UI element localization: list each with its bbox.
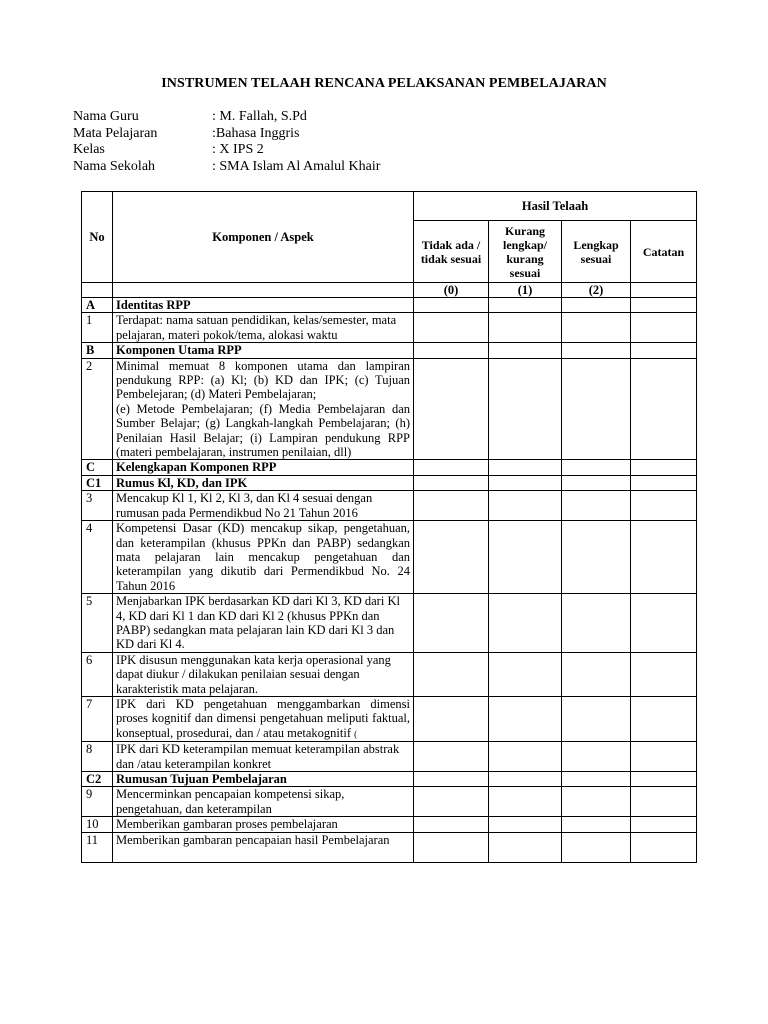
check-cell[interactable] xyxy=(489,491,562,521)
notes-cell[interactable] xyxy=(631,313,697,343)
aspect-text-part: ( xyxy=(354,728,358,739)
table-row xyxy=(82,652,697,696)
check-cell[interactable] xyxy=(489,594,562,653)
score-2: (2) xyxy=(562,283,631,298)
info-row-subject xyxy=(73,126,380,143)
notes-cell[interactable] xyxy=(631,491,697,521)
info-row-teacher xyxy=(73,109,380,126)
header-no: No xyxy=(82,192,113,283)
header-row xyxy=(82,192,697,221)
check-cell[interactable] xyxy=(562,652,631,696)
row-number: 4 xyxy=(82,521,113,594)
row-number: 2 xyxy=(82,358,113,460)
notes-cell[interactable] xyxy=(631,358,697,460)
aspect-text xyxy=(113,696,414,741)
header-component: Komponen / Aspek xyxy=(113,192,414,283)
check-cell[interactable] xyxy=(489,358,562,460)
aspect-text xyxy=(113,358,414,460)
table-row xyxy=(82,696,697,741)
section-title: Identitas RPP xyxy=(113,298,414,313)
table-row xyxy=(82,358,697,460)
notes-cell[interactable] xyxy=(631,652,697,696)
info-row-school xyxy=(73,159,380,176)
notes-cell[interactable] xyxy=(631,817,697,832)
table-row xyxy=(82,594,697,653)
aspect-text: Mencerminkan pencapaian kompetensi sikap, pengetahuan, dan keterampilan xyxy=(113,787,414,817)
check-cell[interactable] xyxy=(562,313,631,343)
row-number: 7 xyxy=(82,696,113,741)
section-row xyxy=(82,475,697,490)
header-notes: Catatan xyxy=(631,221,697,283)
check-cell[interactable] xyxy=(489,832,562,862)
check-cell[interactable] xyxy=(414,594,489,653)
aspect-text-part: (e) Metode Pembelajaran; (f) Media Pembelajaran dan Sumber Belajar; (g) Langkah-langkah Pembelajaran; (h) Penilaian Hasil Belajar; (i) Lampiran pendukung RPP (materi pembelajaran, instrumen penilaian, dll) xyxy=(116,401,410,460)
aspect-text: Terdapat: nama satuan pendidikan, kelas/semester, mata pelajaran, materi pokok/tema, alokasi waktu xyxy=(113,313,414,343)
info-value: : M. Fallah, S.Pd xyxy=(212,109,307,124)
info-value: : X IPS 2 xyxy=(212,142,264,157)
notes-cell[interactable] xyxy=(631,594,697,653)
section-row xyxy=(82,772,697,787)
aspect-text: Memberikan gambaran pencapaian hasil Pembelajaran xyxy=(113,832,414,862)
info-label: Nama Sekolah xyxy=(73,158,156,174)
section-row xyxy=(82,298,697,313)
info-label: Nama Guru xyxy=(73,109,139,124)
row-number: 10 xyxy=(82,817,113,832)
check-cell[interactable] xyxy=(562,787,631,817)
table-row xyxy=(82,491,697,521)
row-number: 1 xyxy=(82,313,113,343)
check-cell[interactable] xyxy=(562,594,631,653)
table-row xyxy=(82,313,697,343)
info-row-class xyxy=(73,142,380,159)
section-title: Rumus Kl, KD, dan IPK xyxy=(113,475,414,490)
info-value: :Bahasa Inggris xyxy=(212,125,300,141)
notes-cell[interactable] xyxy=(631,832,697,862)
header-not-present: Tidak ada / tidak sesuai xyxy=(414,221,489,283)
row-number: 3 xyxy=(82,491,113,521)
section-title: Komponen Utama RPP xyxy=(113,343,414,358)
notes-cell[interactable] xyxy=(631,787,697,817)
row-number: A xyxy=(82,298,113,313)
row-number: C2 xyxy=(82,772,113,787)
aspect-text-part: IPK dari KD pengetahuan menggambarkan dimensi proses kognitif dan dimensi pengetahuan meliputi faktual, konseptual, prosedurai, dan / atau metakognitif xyxy=(116,696,410,740)
check-cell[interactable] xyxy=(489,696,562,741)
info-label: Mata Pelajaran xyxy=(73,125,158,141)
check-cell[interactable] xyxy=(414,358,489,460)
review-table xyxy=(81,191,697,863)
check-cell[interactable] xyxy=(414,832,489,862)
table-row xyxy=(82,742,697,772)
check-cell[interactable] xyxy=(562,696,631,741)
check-cell[interactable] xyxy=(562,521,631,594)
score-1: (1) xyxy=(489,283,562,298)
check-cell[interactable] xyxy=(489,521,562,594)
check-cell[interactable] xyxy=(489,742,562,772)
aspect-text-part: Minimal memuat 8 komponen utama dan lampiran pendukung RPP: (a) Kl; (b) KD dan IPK; (c) Tujuan Pembelejaran; (d) Materi Pembelajaran; xyxy=(116,358,410,402)
section-title: Rumusan Tujuan Pembelajaran xyxy=(113,772,414,787)
check-cell[interactable] xyxy=(414,817,489,832)
check-cell[interactable] xyxy=(489,313,562,343)
row-number: 6 xyxy=(82,652,113,696)
check-cell[interactable] xyxy=(414,313,489,343)
notes-cell[interactable] xyxy=(631,521,697,594)
check-cell[interactable] xyxy=(414,787,489,817)
check-cell[interactable] xyxy=(562,817,631,832)
teacher-info xyxy=(73,109,380,175)
row-number: 5 xyxy=(82,594,113,653)
header-review-result: Hasil Telaah xyxy=(414,192,697,221)
check-cell[interactable] xyxy=(489,787,562,817)
section-title: Kelengkapan Komponen RPP xyxy=(113,460,414,475)
aspect-text: Memberikan gambaran proses pembelajaran xyxy=(113,817,414,832)
section-row xyxy=(82,460,697,475)
aspect-text: Kompetensi Dasar (KD) mencakup sikap, pengetahuan, dan keterampilan (khusus PPKn dan PABP) sedangkan mata pelajaran lain mencakup pengetahuan dan keterampilan yang dikutib dari Permendikbud No. 24 Tahun 2016 xyxy=(113,521,414,594)
check-cell[interactable] xyxy=(414,696,489,741)
section-row xyxy=(82,343,697,358)
aspect-text: IPK dari KD keterampilan memuat keterampilan abstrak dan /atau keterampilan konkret xyxy=(113,742,414,772)
check-cell[interactable] xyxy=(414,521,489,594)
check-cell[interactable] xyxy=(562,491,631,521)
document-title: INSTRUMEN TELAAH RENCANA PELAKSANAN PEMBELAJARAN xyxy=(161,76,607,91)
row-number: 9 xyxy=(82,787,113,817)
score-row xyxy=(82,283,697,298)
check-cell[interactable] xyxy=(562,358,631,460)
check-cell[interactable] xyxy=(414,742,489,772)
check-cell[interactable] xyxy=(489,817,562,832)
row-number: C1 xyxy=(82,475,113,490)
row-number: C xyxy=(82,460,113,475)
check-cell[interactable] xyxy=(489,652,562,696)
table-row xyxy=(82,521,697,594)
aspect-text: IPK disusun menggunakan kata kerja operasional yang dapat diukur / dilakukan penilaian sesuai dengan karakteristik mata pelajaran. xyxy=(113,652,414,696)
check-cell[interactable] xyxy=(414,491,489,521)
aspect-text: Menjabarkan IPK berdasarkan KD dari Kl 3, KD dari Kl 4, KD dari Kl 1 dan KD dari Kl 2 (khusus PPKn dan PABP) sedangkan mata pelajaran lain KD dari Kl 3 dan KD dari Kl 4. xyxy=(113,594,414,653)
check-cell[interactable] xyxy=(562,832,631,862)
table-row xyxy=(82,787,697,817)
table-row xyxy=(82,832,697,862)
check-cell[interactable] xyxy=(562,742,631,772)
row-number: B xyxy=(82,343,113,358)
row-number: 11 xyxy=(82,832,113,862)
aspect-text: Mencakup Kl 1, Kl 2, Kl 3, dan Kl 4 sesuai dengan rumusan pada Permendikbud No 21 Tahun 2016 xyxy=(113,491,414,521)
check-cell[interactable] xyxy=(414,652,489,696)
info-value: : SMA Islam Al Amalul Khair xyxy=(212,158,381,174)
info-label: Kelas xyxy=(73,142,105,157)
notes-cell[interactable] xyxy=(631,742,697,772)
row-number: 8 xyxy=(82,742,113,772)
notes-cell[interactable] xyxy=(631,696,697,741)
header-incomplete: Kurang lengkap/ kurang sesuai xyxy=(489,221,562,283)
score-0: (0) xyxy=(414,283,489,298)
header-complete: Lengkap sesuai xyxy=(562,221,631,283)
table-row xyxy=(82,817,697,832)
